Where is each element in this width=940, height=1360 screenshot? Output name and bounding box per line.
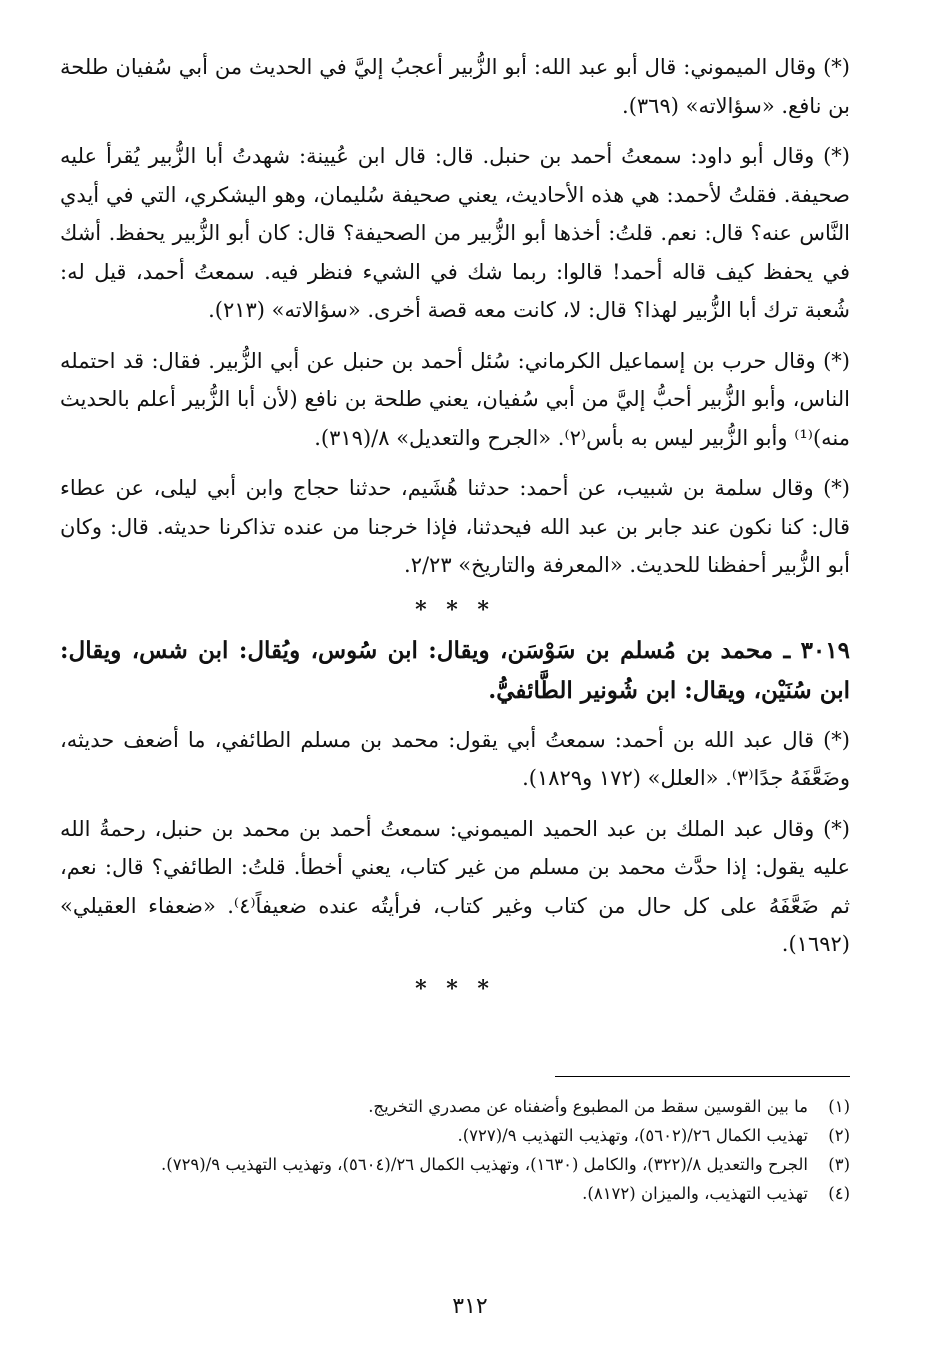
paragraph-abdullah: (*) قال عبد الله بن أحمد: سمعتُ أبي يقول: محمد بن مسلم الطائفي، ما أضعف حديثه، وضَعَّفَهُ جدًا⁽٣⁾. «العلل» (١٧٢ و١٨٢٩). (60, 727, 850, 790)
paragraph-abu-dawud: (*) وقال أبو داود: سمعتُ أحمد بن حنبل. قال: قال ابن عُيينة: شهدتُ أبا الزُّبير يُقرأ عليه صحيفة. فقلتُ لأحمد: هي هذه الأحاديث، يعني صحيفة سُليمان، وهو اليشكري، التي في أيدي النَّاس عنه؟ قال: نعم. قلتُ: أخذها أبو الزُّبير من الصحيفة؟ قال: كان أبو الزُّبير يحفظ. أشك في يحفظ كيف قاله أحمد! قالوا: ربما شك في الشيء فنظر فيه. سمعتُ أحمد، قيل له: شُعبة ترك أبا الزُّبير لهذا؟ قال: لا، كانت معه قصة أخرى. «سؤالاته» (٢١٣). (60, 144, 850, 322)
page-number: ٣١٢ (452, 1294, 488, 1319)
footnote-item (75, 1150, 850, 1179)
footnote-number: (٢) (828, 1126, 850, 1145)
page-body (60, 48, 850, 1010)
footnotes (75, 1092, 850, 1208)
footnote-separator-line (555, 1076, 850, 1077)
paragraph-abdulmalik: (*) وقال عبد الملك بن عبد الحميد الميموني: سمعتُ أحمد بن محمد بن حنبل، رحمةُ الله عليه يقول: إذا حدَّث محمد بن مسلم من غير كتاب، يعني أخطأ. قلتُ: الطائفي؟ قال: نعم، ثم ضَعَّفَهُ على كل حال من كتاب وغير كتاب، فرأيتُه عنده ضعيفاً⁽٤⁾. «ضعفاء العقيلي» (١٦٩٢). (60, 816, 850, 956)
section-separator-stars: * * * (415, 596, 495, 623)
footnote-text: تهذيب التهذيب، والميزان (٨١٧٢). (582, 1184, 808, 1203)
footnote-item (75, 1092, 850, 1121)
footnote-item (75, 1179, 850, 1208)
footnote-text: ما بين القوسين سقط من المطبوع وأضفناه عن مصدري التخريج. (368, 1097, 808, 1116)
paragraph-maymuni: (*) وقال الميموني: قال أبو عبد الله: أبو الزُّبير أعجبُ إليَّ في الحديث من أبي سُفيان طلحة بن نافع. «سؤالاته» (٣٦٩). (60, 55, 850, 118)
paragraph-salama: (*) وقال سلمة بن شبيب، عن أحمد: حدثنا هُشَيم، حدثنا حجاج وابن أبي ليلى، عن عطاء قال: كنا نكون عند جابر بن عبد الله فيحدثنا، فإذا خرجنا من عنده تذاكرنا حديثه. قال: وكان أبو الزُّبير أحفظنا للحديث. «المعرفة والتاريخ» ٢/٢٣. (60, 476, 850, 577)
section-separator-stars-end: * * * (415, 975, 495, 1002)
footnote-item (75, 1121, 850, 1150)
footnote-number: (٣) (828, 1155, 850, 1174)
footnote-number: (١) (828, 1097, 850, 1116)
footnote-number: (٤) (828, 1184, 850, 1203)
footnote-text: الجرح والتعديل ٨/(٣٢٢)، والكامل (١٦٣٠)، وتهذيب الكمال ٢٦/(٥٦٠٤)، وتهذيب التهذيب ٩/(٧٢٩). (161, 1155, 808, 1174)
entry-heading: ٣٠١٩ ـ محمد بن مُسلم بن سَوْسَن، ويقال: ابن سُوس، ويُقال: ابن شس، ويقال: ابن سُنَيْن، ويقال: ابن شُونير الطَّائفيُّ. (60, 636, 850, 704)
paragraph-harb: (*) وقال حرب بن إسماعيل الكرماني: سُئل أحمد بن حنبل عن أبي الزُّبير. فقال: قد احتمله الناس، وأبو الزُّبير أحبُّ إليَّ من أبي سُفيان، يعني طلحة بن نافع (لأن أبا الزُّبير أعلم بالحديث منه)⁽¹⁾ وأبو الزُّبير ليس به بأس⁽٢⁾. «الجرح والتعديل» ٨/(٣١٩). (60, 348, 850, 450)
footnote-text: تهذيب الكمال ٢٦/(٥٦٠٢)، وتهذيب التهذيب ٩/(٧٢٧). (457, 1126, 808, 1145)
